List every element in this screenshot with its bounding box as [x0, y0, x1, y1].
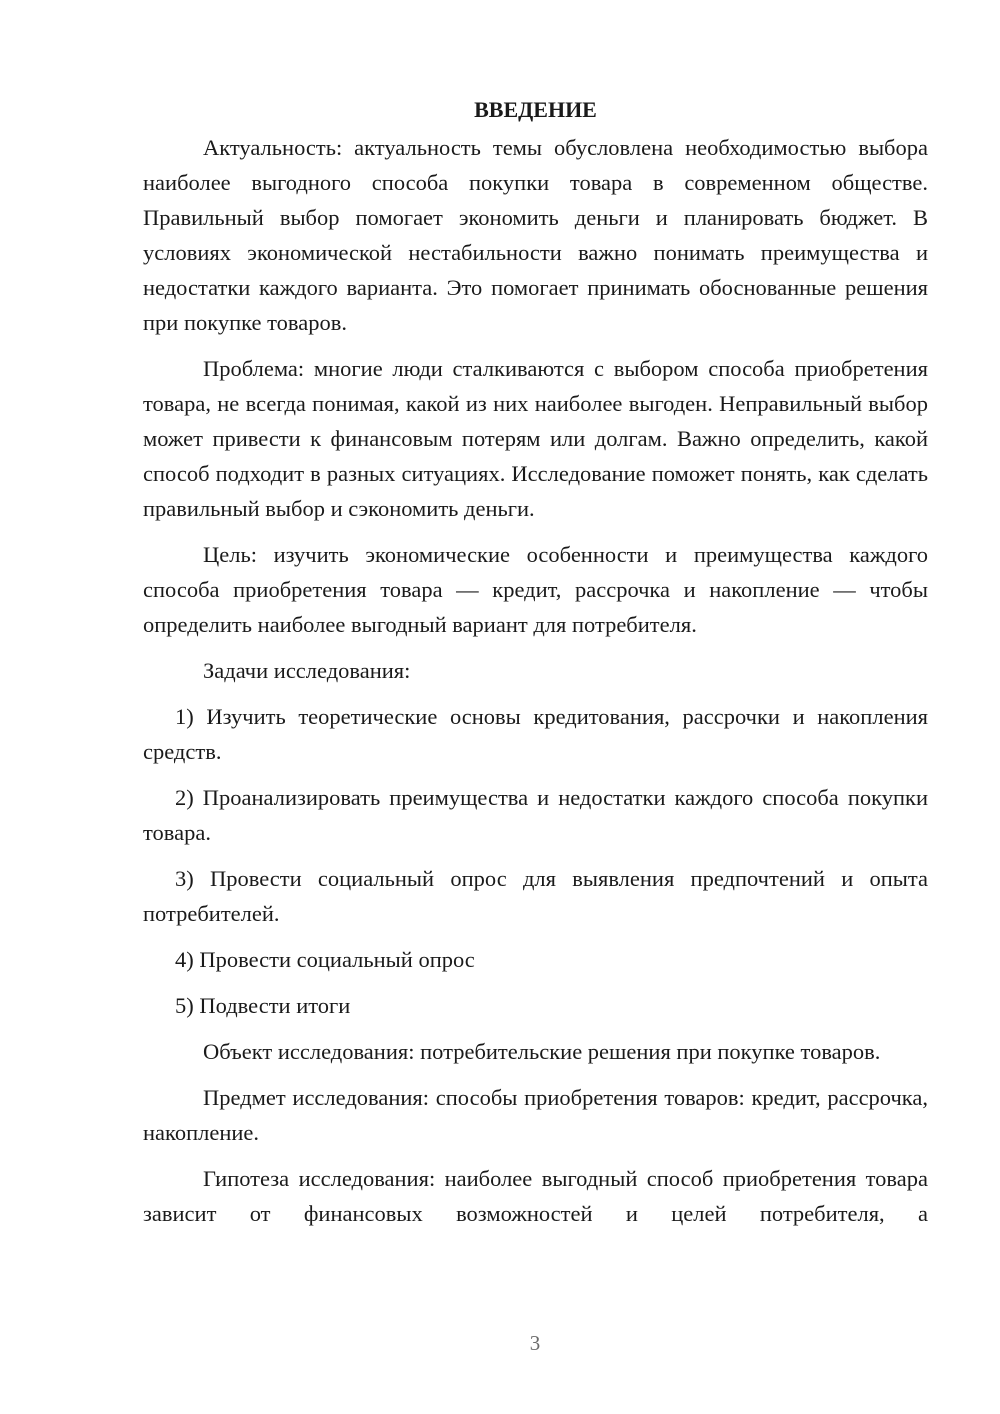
- subject-paragraph: Предмет исследования: способы приобретения товаров: кредит, рассрочка, накопление.: [143, 1085, 928, 1145]
- problem-paragraph: Проблема: многие люди сталкиваются с выбором способа приобретения товара, не всегда понимая, какой из них наиболее выгоден. Неправильный выбор может привести к финансовым потерям или долгам. Важно определить, какой способ подходит в разных ситуациях. Исследование поможет понять, как сделать правильный выбор и сэкономить деньги.: [143, 356, 928, 521]
- task-item-2: 2) Проанализировать преимущества и недостатки каждого способа покупки товара.: [143, 785, 928, 845]
- relevance-paragraph: Актуальность: актуальность темы обусловлена необходимостью выбора наиболее выгодного способа покупки товара в современном обществе. Правильный выбор помогает экономить деньги и планировать бюджет. В условиях экономической нестабильности важно понимать преимущества и недостатки каждого варианта. Это помогает принимать обоснованные решения при покупке товаров.: [143, 135, 928, 335]
- task-item-1: 1) Изучить теоретические основы кредитования, рассрочки и накопления средств.: [143, 704, 928, 764]
- page-number: 3: [529, 1331, 541, 1355]
- task-item-3: 3) Провести социальный опрос для выявления предпочтений и опыта потребителей.: [143, 866, 928, 926]
- document-page: [143, 92, 928, 1231]
- goal-paragraph: Цель: изучить экономические особенности и преимущества каждого способа приобретения товара — кредит, рассрочка и накопление — чтобы определить наиболее выгодный вариант для потребителя.: [143, 542, 928, 637]
- hypothesis-paragraph: Гипотеза исследования: наиболее выгодный способ приобретения товара зависит от финансовых возможностей и целей потребителя, а: [143, 1166, 928, 1226]
- object-paragraph: Объект исследования: потребительские решения при покупке товаров.: [203, 1039, 881, 1064]
- page-title: ВВЕДЕНИЕ: [474, 97, 597, 122]
- task-item-5: 5) Подвести итоги: [175, 993, 351, 1018]
- tasks-heading: Задачи исследования:: [203, 658, 411, 683]
- task-item-4: 4) Провести социальный опрос: [175, 947, 475, 972]
